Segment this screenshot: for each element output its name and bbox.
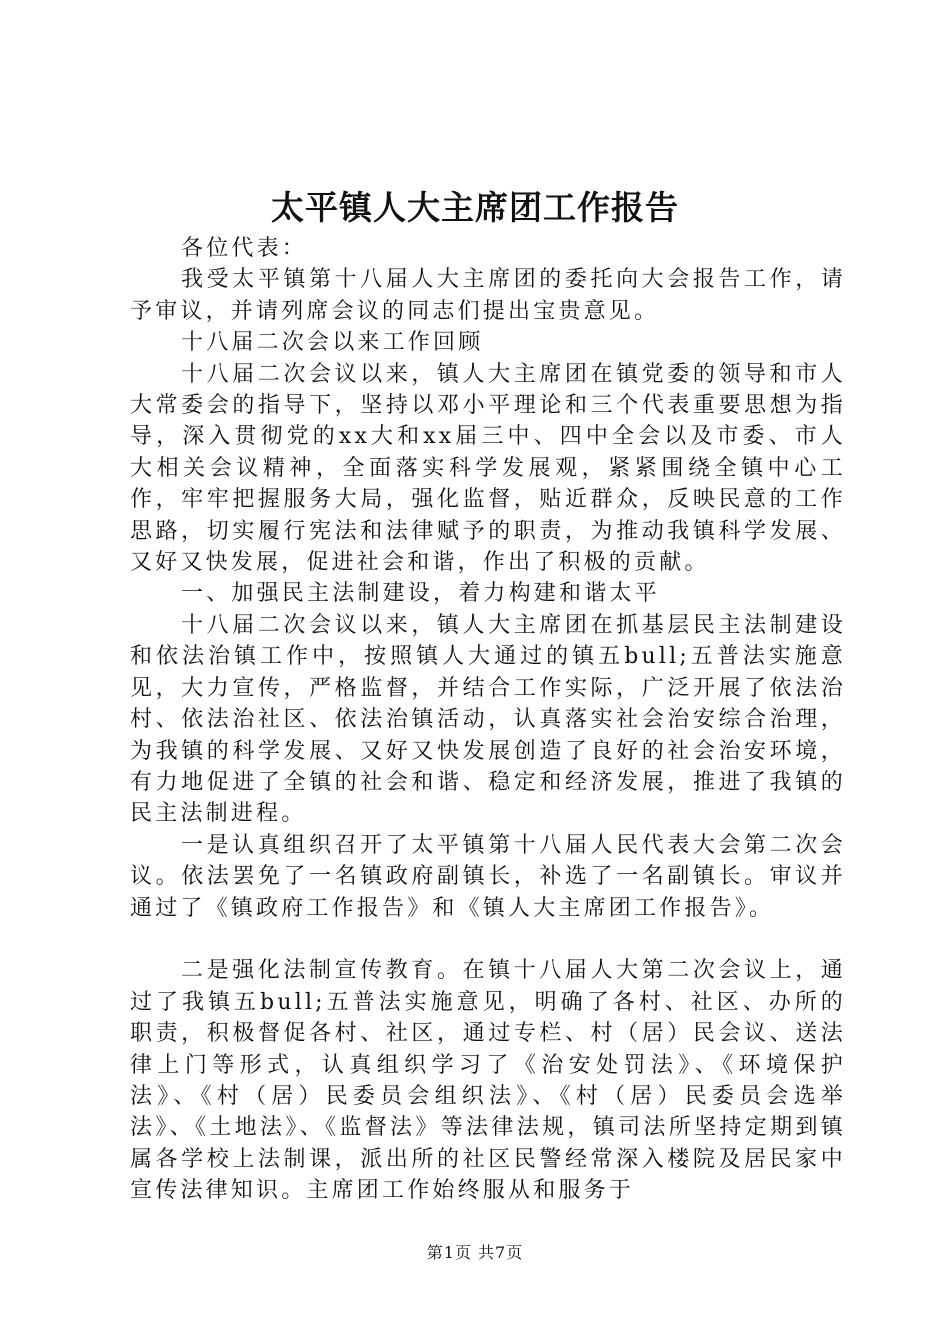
first-point-paragraph: 一是认真组织召开了太平镇第十八届人民代表大会第二次会议。依法罢免了一名镇政府副镇长，补选了一名副镇长。审议并通过了《镇政府工作报告》和《镇人大主席团工作报告》。 xyxy=(130,832,846,921)
section-heading-review: 十八届二次会以来工作回顾 xyxy=(181,330,484,356)
section-heading-legal: 一、加强民主法制建设，着力构建和谐太平 xyxy=(181,581,660,607)
page-footer: 第1页 共7页 xyxy=(426,1243,524,1262)
document-body xyxy=(130,233,846,1207)
document-title: 太平镇人大主席团工作报告 xyxy=(271,188,679,227)
legal-paragraph: 十八届二次会议以来，镇人大主席团在抓基层民主法制建设和依法治镇工作中，按照镇人大通过的镇五bull;五普法实施意见，大力宣传，严格监督，并结合工作实际，广泛开展了依法治村、依法治社区、依法治镇活动，认真落实社会治安综合治理，为我镇的科学发展、又好又快发展创造了良好的社会治安环境，有力地促进了全镇的社会和谐、稳定和经济发展，推进了我镇的民主法制进程。 xyxy=(130,612,846,827)
second-point-paragraph: 二是强化法制宣传教育。在镇十八届人大第二次会议上，通过了我镇五bull;五普法实施意见，明确了各村、社区、办所的职责，积极督促各村、社区，通过专栏、村（居）民会议、送法律上门等形式，认真组织学习了《治安处罚法》、《环境保护法》、《村（居）民委员会组织法》、《村（居）民委员会选举法》、《土地法》、《监督法》等法律法规，镇司法所坚持定期到镇属各学校上法制课，派出所的社区民警经常深入楼院及居民家中宣传法律知识。主席团工作始终服从和服务于 xyxy=(130,958,846,1204)
review-paragraph: 十八届二次会议以来，镇人大主席团在镇党委的领导和市人大常委会的指导下，坚持以邓小平理论和三个代表重要思想为指导，深入贯彻党的xx大和xx届三中、四中全会以及市委、市人大相关会议精神，全面落实科学发展观，紧紧围绕全镇中心工作，牢牢把握服务大局，强化监督，贴近群众，反映民意的工作思路，切实履行宪法和法律赋予的职责，为推动我镇科学发展、又好又快发展，促进社会和谐，作出了积极的贡献。 xyxy=(130,361,846,576)
salutation-paragraph: 各位代表： xyxy=(181,236,308,261)
intro-paragraph: 我受太平镇第十八届人大主席团的委托向大会报告工作，请予审议，并请列席会议的同志们提出宝贵意见。 xyxy=(130,267,846,324)
